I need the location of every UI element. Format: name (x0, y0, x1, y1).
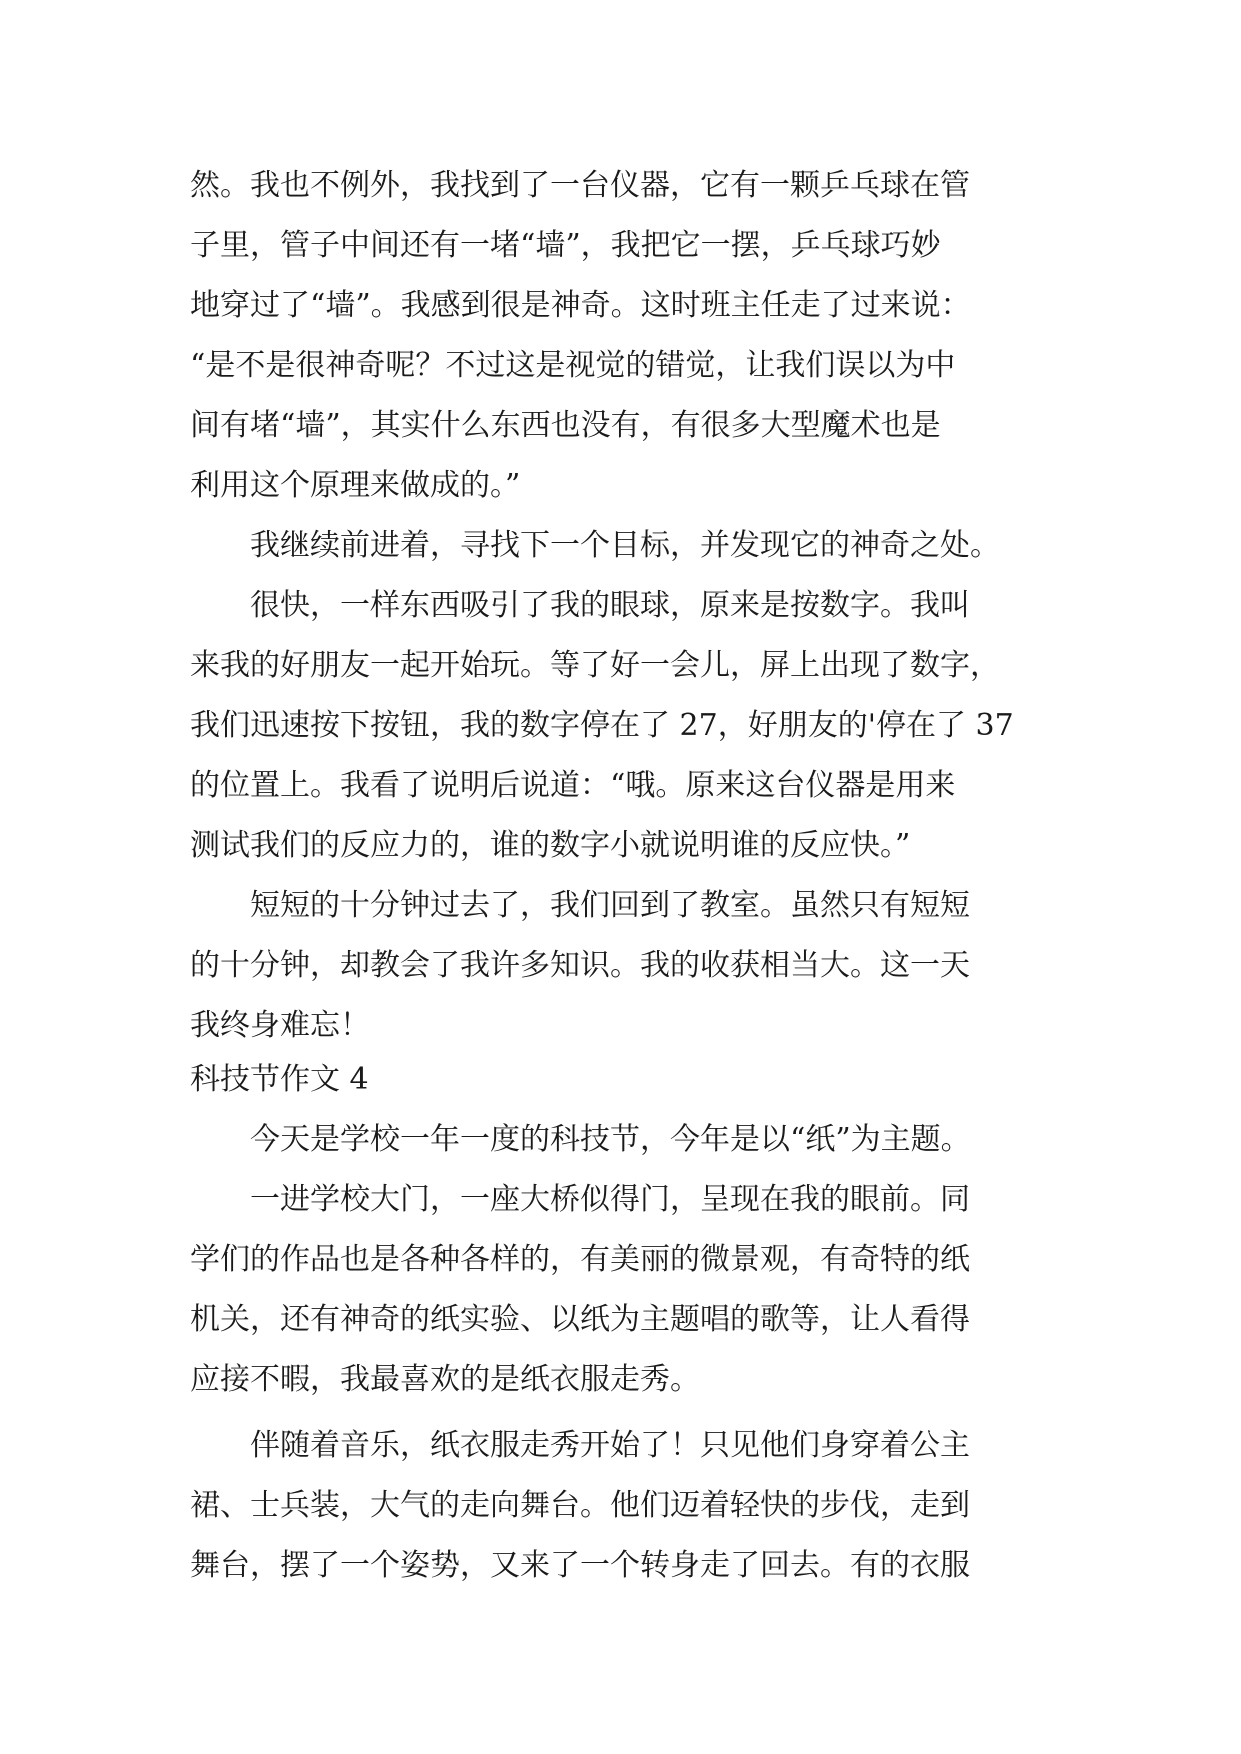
text-line: 我继续前进着，寻找下一个目标，并发现它的神奇之处。 (190, 528, 1000, 563)
text-line: 短短的十分钟过去了，我们回到了教室。虽然只有短短 (190, 888, 970, 923)
text-line: “是不是很神奇呢？不过这是视觉的错觉，让我们误以为中 (190, 348, 956, 383)
section-heading: 科技节作文 4 (190, 1062, 369, 1097)
text-line: 我终身难忘！ (190, 1008, 370, 1043)
text-line: 的位置上。我看了说明后说道：“哦。原来这台仪器是用来 (190, 768, 956, 803)
text-line: 伴随着音乐，纸衣服走秀开始了！只见他们身穿着公主 (190, 1428, 970, 1463)
text-line: 测试我们的反应力的，谁的数字小就说明谁的反应快。” (190, 828, 911, 863)
text-line: 地穿过了“墙”。我感到很是神奇。这时班主任走了过来说： (190, 288, 971, 323)
text-line: 舞台，摆了一个姿势，又来了一个转身走了回去。有的衣服 (190, 1548, 970, 1583)
text-line: 裙、士兵装，大气的走向舞台。他们迈着轻快的步伐，走到 (190, 1488, 970, 1523)
text-line: 利用这个原理来做成的。” (190, 468, 521, 503)
text-line: 应接不暇，我最喜欢的是纸衣服走秀。 (190, 1362, 700, 1397)
text-line: 我们迅速按下按钮，我的数字停在了 27，好朋友的'停在了 37 (190, 708, 1014, 743)
text-line: 一进学校大门，一座大桥似得门，呈现在我的眼前。同 (190, 1182, 970, 1217)
text-line: 学们的作品也是各种各样的，有美丽的微景观，有奇特的纸 (190, 1242, 970, 1277)
text-line: 然。我也不例外，我找到了一台仪器，它有一颗乒乓球在管 (190, 168, 970, 203)
text-line: 今天是学校一年一度的科技节，今年是以“纸”为主题。 (190, 1122, 971, 1157)
text-line: 间有堵“墙”，其实什么东西也没有，有很多大型魔术也是 (190, 408, 941, 443)
text-line: 很快，一样东西吸引了我的眼球，原来是按数字。我叫 (190, 588, 970, 623)
text-line: 子里，管子中间还有一堵“墙”，我把它一摆，乒乓球巧妙 (190, 228, 941, 263)
text-line: 机关，还有神奇的纸实验、以纸为主题唱的歌等，让人看得 (190, 1302, 970, 1337)
text-line: 的十分钟，却教会了我许多知识。我的收获相当大。这一天 (190, 948, 970, 983)
text-line: 来我的好朋友一起开始玩。等了好一会儿，屏上出现了数字， (190, 648, 1000, 683)
